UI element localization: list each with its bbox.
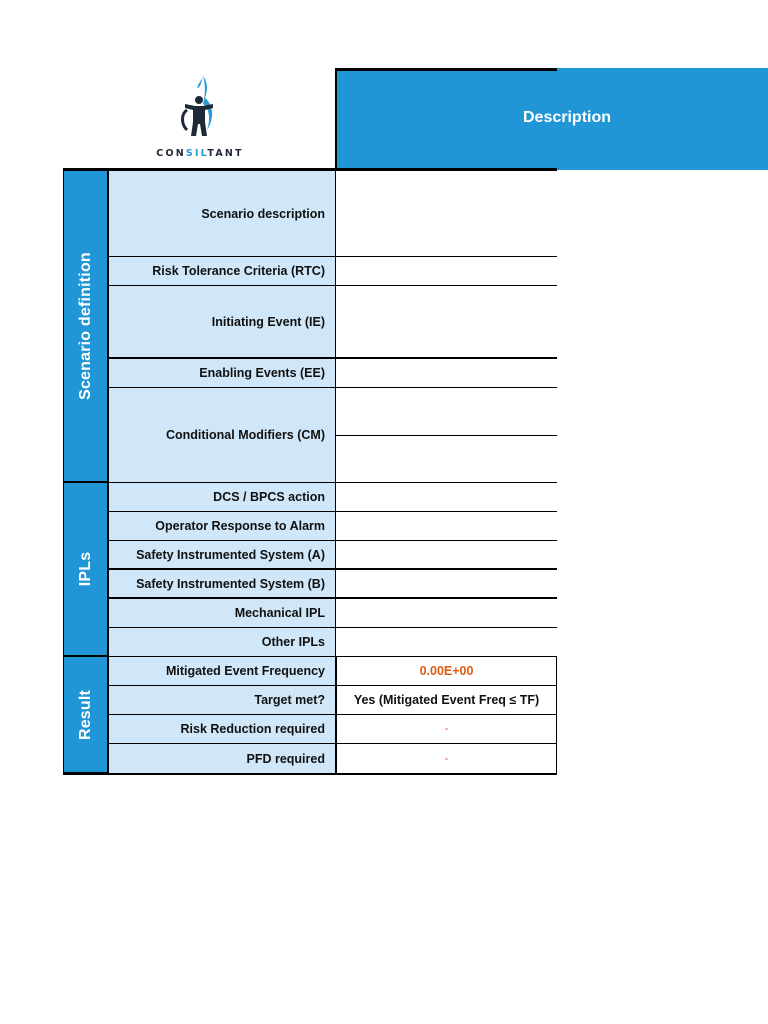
header-band xyxy=(335,68,768,170)
label-sis-a: Safety Instrumented System (A) xyxy=(108,541,336,570)
value-rtc[interactable] xyxy=(336,257,557,286)
value-conditional-modifiers-1[interactable] xyxy=(336,388,557,436)
header-left-border xyxy=(335,68,337,170)
table-bottom-border xyxy=(63,773,557,775)
group-column-divider xyxy=(108,171,109,774)
label-enabling-events: Enabling Events (EE) xyxy=(108,359,336,388)
label-operator-response: Operator Response to Alarm xyxy=(108,512,336,541)
value-scenario-description[interactable] xyxy=(336,171,557,257)
group-result xyxy=(63,657,108,774)
value-enabling-events[interactable] xyxy=(336,359,557,388)
label-mechanical-ipl: Mechanical IPL xyxy=(108,599,336,628)
group-label-ipls: IPLs xyxy=(76,551,94,587)
value-dcs-bpcs[interactable] xyxy=(336,483,557,512)
group-scenario-definition xyxy=(63,171,108,483)
value-pfd-required xyxy=(336,744,557,774)
label-conditional-modifiers: Conditional Modifiers (CM) xyxy=(108,388,336,483)
value-target-met xyxy=(336,686,557,715)
header-title: Description xyxy=(523,109,612,126)
value-other-ipls[interactable] xyxy=(336,628,557,657)
mef-value: 0.00E+00 xyxy=(419,664,474,678)
value-sis-b[interactable] xyxy=(336,570,557,599)
value-mitigated-event-frequency xyxy=(336,657,557,686)
value-mechanical-ipl[interactable] xyxy=(336,599,557,628)
label-other-ipls: Other IPLs xyxy=(108,628,336,657)
label-mitigated-event-frequency: Mitigated Event Frequency xyxy=(108,657,336,686)
rrr-value: - xyxy=(444,723,449,735)
value-conditional-modifiers-2[interactable] xyxy=(336,436,557,483)
group-label-scenario: Scenario definition xyxy=(76,252,94,400)
target-met-value: Yes (Mitigated Event Freq ≤ TF) xyxy=(353,693,540,707)
logo-wordmark: CONSILTANT xyxy=(156,148,244,159)
label-sis-b: Safety Instrumented System (B) xyxy=(108,570,336,599)
header-top-border xyxy=(335,68,557,71)
label-target-met: Target met? xyxy=(108,686,336,715)
column-divider xyxy=(335,171,336,774)
pfd-value: - xyxy=(444,752,449,765)
label-risk-reduction-required: Risk Reduction required xyxy=(108,715,336,744)
label-dcs-bpcs: DCS / BPCS action xyxy=(108,483,336,512)
value-initiating-event[interactable] xyxy=(336,286,557,359)
company-logo xyxy=(150,72,250,162)
label-scenario-description: Scenario description xyxy=(108,171,336,257)
label-pfd-required: PFD required xyxy=(108,744,336,774)
label-rtc: Risk Tolerance Criteria (RTC) xyxy=(108,257,336,286)
group-label-result: Result xyxy=(76,689,94,740)
value-risk-reduction-required xyxy=(336,715,557,744)
value-sis-a[interactable] xyxy=(336,541,557,570)
consiltant-logo-icon xyxy=(175,74,225,142)
group-ipls xyxy=(63,483,108,657)
label-initiating-event: Initiating Event (IE) xyxy=(108,286,336,359)
value-operator-response[interactable] xyxy=(336,512,557,541)
